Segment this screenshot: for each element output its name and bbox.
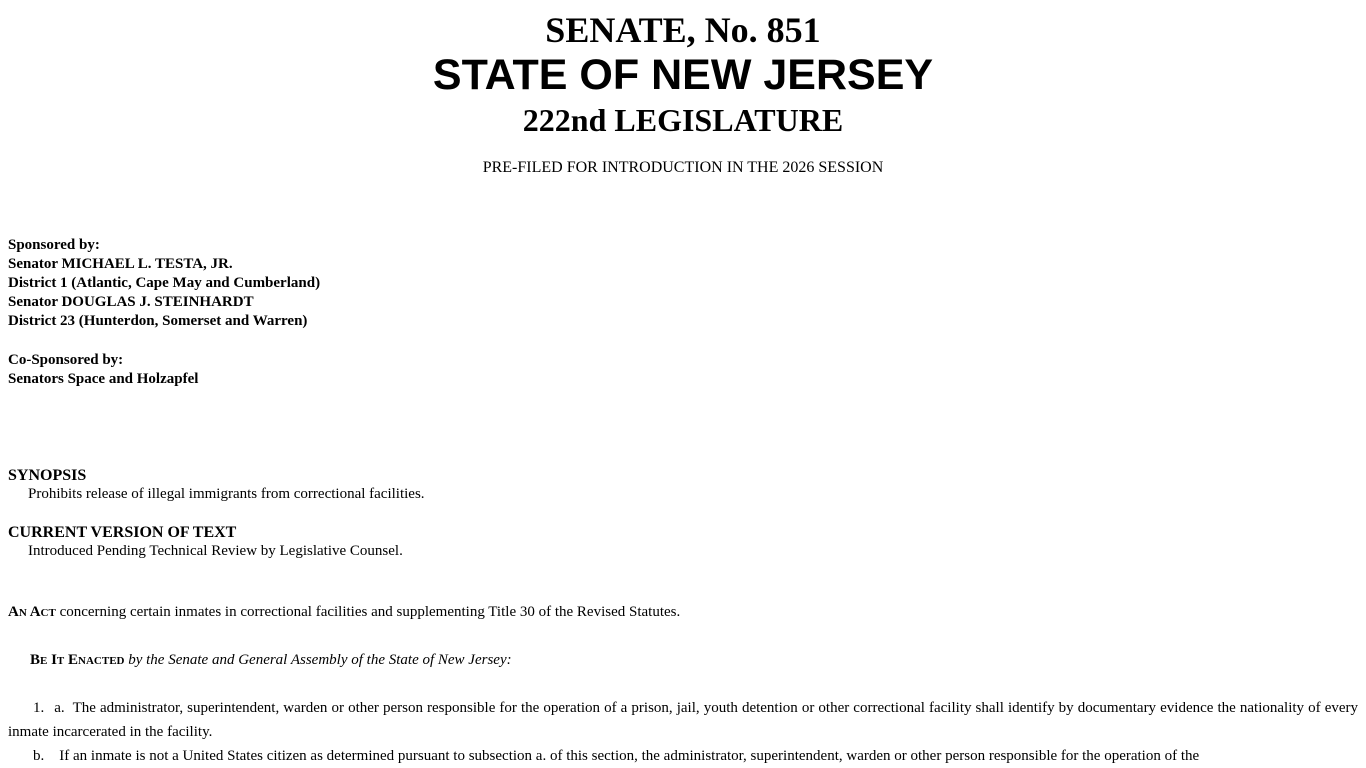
- act-lead: An Act: [8, 604, 56, 620]
- legislature: 222nd LEGISLATURE: [522, 102, 844, 138]
- section-text: If an inmate is not a United States citizen as determined pursuant to subsection a. of this section, the administrator, superintendent, warden or other person responsible for the operation of the: [59, 748, 1200, 764]
- prefiled-notice: PRE-FILED FOR INTRODUCTION IN THE 2026 SESSION: [482, 159, 884, 176]
- section-number: 1.: [33, 700, 45, 716]
- bill-number: SENATE, No. 851: [545, 10, 821, 50]
- section-1b: [8, 744, 1358, 768]
- enacting-clause: [30, 650, 512, 670]
- synopsis-heading: SYNOPSIS: [8, 467, 87, 484]
- act-text: concerning certain inmates in correctional facilities and supplementing Title 30 of the Revised Statutes.: [55, 604, 681, 620]
- enacting-lead: Be It Enacted: [30, 652, 125, 668]
- cosponsors-line: Senators Space and Holzapfel: [8, 371, 199, 387]
- enacting-text: by the Senate and General Assembly of the State of New Jersey:: [124, 652, 512, 668]
- synopsis-text: Prohibits release of illegal immigrants from correctional facilities.: [28, 486, 425, 502]
- current-version-heading: CURRENT VERSION OF TEXT: [8, 524, 237, 541]
- state-name: STATE OF NEW JERSEY: [432, 51, 934, 99]
- act-title: [8, 602, 680, 622]
- section-1a: [8, 696, 1358, 744]
- sponsor-line: Senator DOUGLAS J. STEINHARDT: [8, 294, 254, 310]
- sponsors-heading: Sponsored by:: [8, 237, 100, 253]
- current-version-text: Introduced Pending Technical Review by Legislative Counsel.: [28, 543, 403, 559]
- cosponsors-block: [8, 351, 198, 389]
- sponsors-block: [8, 236, 320, 331]
- subsection-label: b.: [33, 748, 45, 764]
- synopsis-block: [8, 466, 425, 504]
- cosponsors-heading: Co-Sponsored by:: [8, 352, 124, 368]
- current-version-block: [8, 523, 403, 561]
- subsection-label: a.: [54, 700, 65, 716]
- sponsor-district: District 1 (Atlantic, Cape May and Cumberland): [8, 275, 321, 291]
- sponsor-district: District 23 (Hunterdon, Somerset and Warren): [8, 313, 308, 329]
- section-text: The administrator, superintendent, warden or other person responsible for the operation of a prison, jail, youth detention or other correctional facility shall identify by documentary evidence the nationality of every inmate incarcerated in the facility.: [8, 700, 1359, 740]
- sponsor-line: Senator MICHAEL L. TESTA, JR.: [8, 256, 233, 272]
